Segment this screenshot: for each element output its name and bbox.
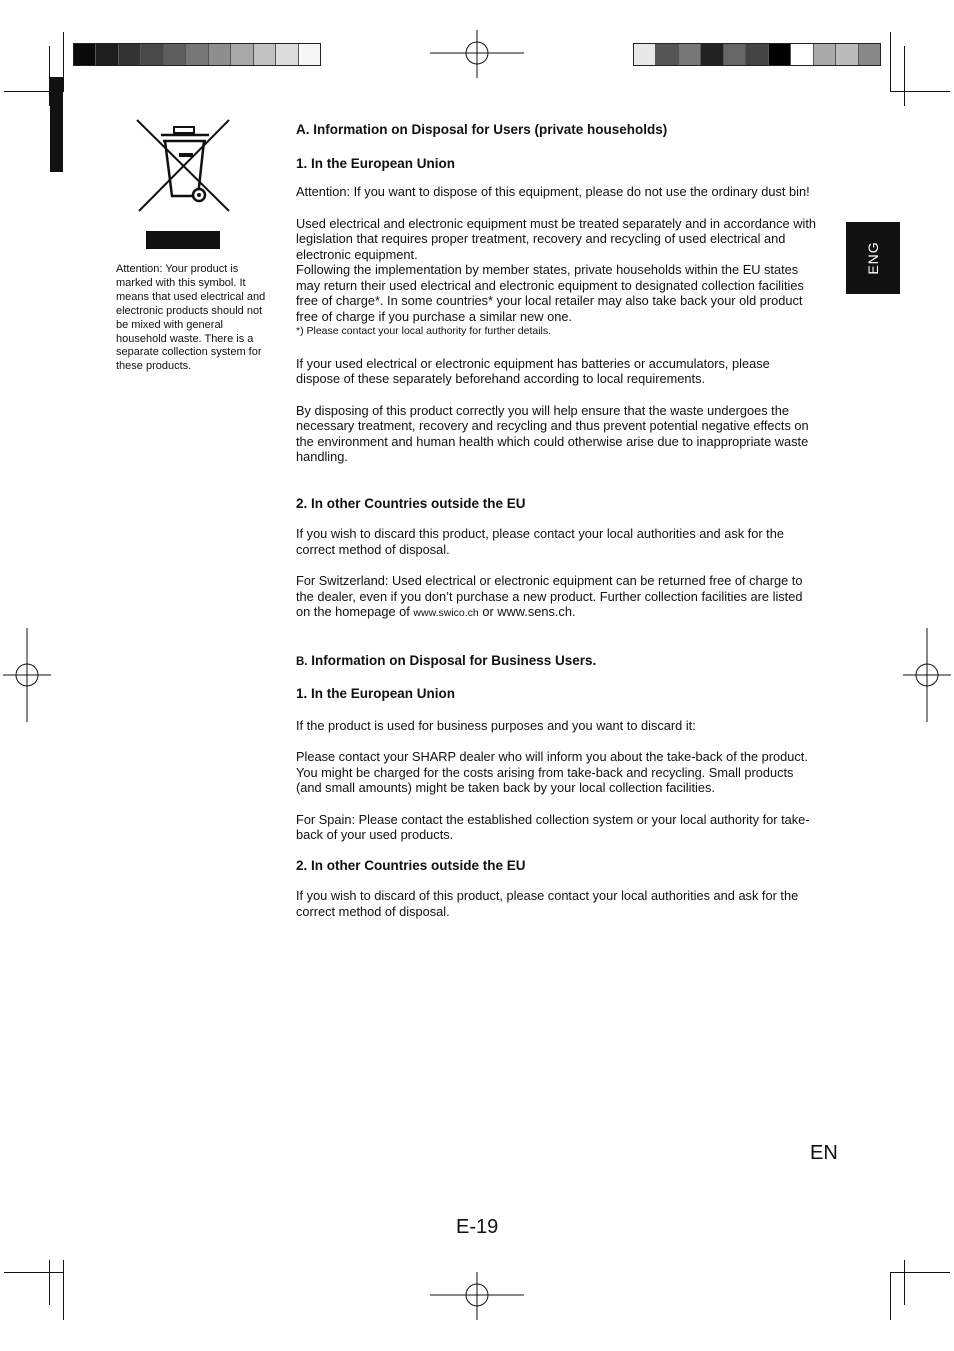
- color-bar-left: [73, 43, 321, 66]
- paragraph: If you wish to discard of this product, please contact your local authorities and ask for the correct method of disposal.: [296, 888, 799, 919]
- paragraph: Following the implementation by member states, private households within the EU states may return their used electrical and electronic equipment to designated collection facilities free of charge*. In some countries* your local retailer may also take back your old product free of charge if you purchase a similar new one.: [296, 262, 804, 324]
- registration-mark-icon: [903, 628, 951, 722]
- registration-mark-icon: [430, 30, 524, 78]
- footnote: *) Please contact your local authority for further details.: [296, 325, 552, 337]
- symbol-explanation: Attention: Your product is marked with this symbol. It means that used electrical and electronic products should not be mixed with general household waste. There is a separate collection system for these products.: [116, 263, 266, 373]
- section-a1-heading: 1. In the European Union: [296, 155, 456, 171]
- language-tab-label: ENG: [865, 241, 881, 275]
- crop-mark: [890, 32, 891, 92]
- language-tab: [846, 222, 900, 294]
- section-b-title: Information on Disposal for Business Users.: [307, 652, 597, 668]
- crop-mark: [904, 1260, 905, 1305]
- crop-mark: [63, 32, 64, 92]
- crop-mark: [904, 46, 905, 106]
- paragraph: [296, 573, 816, 622]
- paragraph: By disposing of this product correctly you will help ensure that the waste undergoes the necessary treatment, recovery and recycling and thus prevent potential negative effects on the environment and human health which could otherwise arise due to inappropriate waste handling.: [296, 402, 809, 464]
- section-a2-heading: 2. In other Countries outside the EU: [296, 495, 526, 511]
- paragraph: If the product is used for business purposes and you want to discard it:: [296, 717, 696, 733]
- section-b-heading: [296, 653, 816, 671]
- crossed-out-wheelie-bin-icon: [134, 118, 234, 216]
- edge-bar: [50, 77, 63, 172]
- paragraph: Please contact your SHARP dealer who will inform you about the take-back of the product. You might be charged for the costs arising from take-back and recycling. Small products (and small amounts) might be taken back by your local collection facilities.: [296, 749, 808, 795]
- swico-link[interactable]: www.swico.ch: [413, 607, 479, 619]
- paragraph: If your used electrical or electronic equipment has batteries or accumulators, please dispose of these separately beforehand according to local requirements.: [296, 355, 770, 386]
- paragraph: Used electrical and electronic equipment must be treated separately and in accordance with legislation that requires proper treatment, recovery and recycling of used electrical and electronic equipment.: [296, 215, 816, 262]
- language-mark: EN: [810, 1142, 838, 1164]
- crop-mark: [4, 1272, 64, 1273]
- symbol-bar: [146, 231, 220, 249]
- section-b2-heading: 2. In other Countries outside the EU: [296, 857, 526, 873]
- registration-mark-icon: [430, 1272, 524, 1320]
- text: For Switzerland: Used electrical or electronic equipment can be returned free of charge to the dealer, even if you don’t purchase a new product. Further collection facilities are listed on the homepage of: [296, 573, 803, 619]
- section-b-prefix: B.: [296, 655, 308, 668]
- crop-mark: [890, 1272, 891, 1320]
- main-content: [296, 122, 816, 919]
- paragraph: For Spain: Please contact the established collection system or your local authority for take-back of your used products.: [296, 811, 810, 842]
- paragraph: If you wish to discard this product, please contact your local authorities and ask for the correct method of disposal.: [296, 526, 784, 557]
- sens-link[interactable]: www.sens.ch.: [497, 604, 576, 619]
- section-a-heading: A. Information on Disposal for Users (private households): [296, 122, 668, 137]
- crop-mark: [890, 1272, 950, 1273]
- color-bar-right: [633, 43, 881, 66]
- crop-mark: [63, 1260, 64, 1320]
- section-b1-heading: 1. In the European Union: [296, 686, 456, 701]
- crop-mark: [49, 1260, 50, 1305]
- crop-mark: [890, 91, 950, 92]
- page-number: E-19: [456, 1216, 499, 1238]
- paragraph: Attention: If you want to dispose of this equipment, please do not use the ordinary dust bin!: [296, 184, 810, 199]
- text: or: [478, 604, 498, 619]
- registration-mark-icon: [3, 628, 51, 722]
